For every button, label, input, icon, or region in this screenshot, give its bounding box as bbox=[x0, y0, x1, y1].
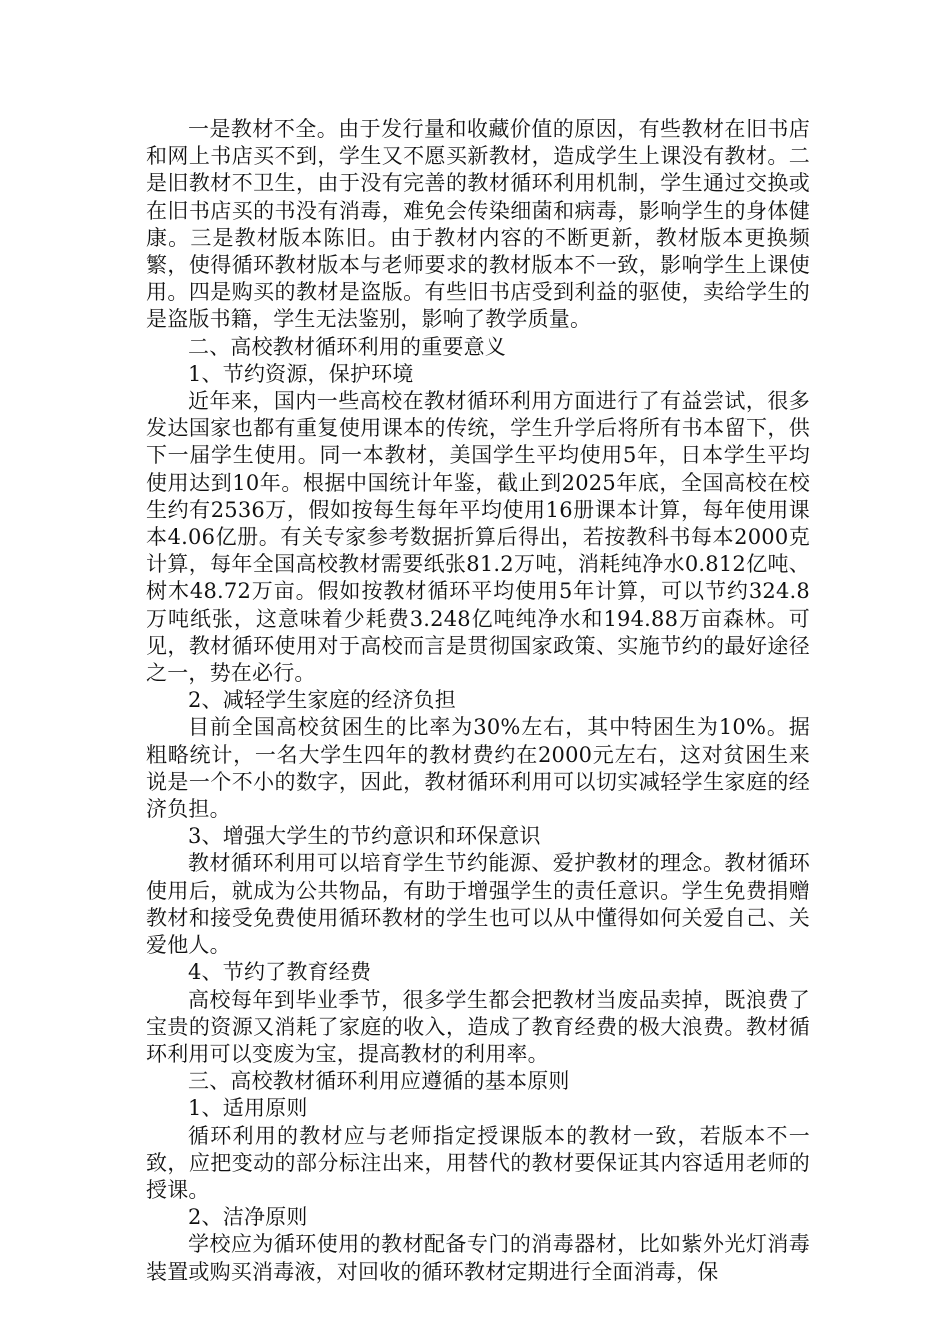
subheading-save-resources: 1、节约资源，保护环境 bbox=[188, 361, 414, 386]
paragraph-save-resources: 近年来，国内一些高校在教材循环利用方面进行了有益尝试，很多发达国家也都有重复使用课本的传统，学生升学后将所有书本留下，供下一届学生使用。同一本教材，美国学生平均使用5年，日本学生平均使用达到10年。根据中国统计年鉴，截止到2025年底，全国高校在校生约有2536万，假如按每生每年平均使用16册课本计算，每年使用课本4.06亿册。有关专家参考数据折算后得出，若按教科书每本2000克计算，每年全国高校教材需要纸张81.2万吨，消耗纯净水0.812亿吨、树木48.72万亩。假如按教材循环平均使用5年计算，可以节约324.8万吨纸张，这意味着少耗费3.248亿吨纯净水和194.88万亩森林。可见，教材循环使用对于高校而言是贯彻国家政策、实施节约的最好途径之一，势在必行。 bbox=[146, 389, 810, 686]
subheading-awareness: 3、增强大学生的节约意识和环保意识 bbox=[188, 824, 541, 849]
paragraph-reduce-burden: 目前全国高校贫困生的比率为30%左右，其中特困生为10%。据粗略统计，一名大学生四年的教材费约在2000元左右，这对贫困生来说是一个不小的数字，因此，教材循环利用可以切实减轻学生家庭的经济负担。 bbox=[146, 715, 810, 822]
section-heading-principles: 三、高校教材循环利用应遵循的基本原则 bbox=[188, 1069, 570, 1094]
paragraph-applicable: 循环利用的教材应与老师指定授课版本的教材一致，若版本不一致，应把变动的部分标注出来，用替代的教材要保证其内容适用老师的授课。 bbox=[146, 1123, 810, 1202]
subheading-clean: 2、洁净原则 bbox=[188, 1205, 308, 1230]
subheading-education-funds: 4、节约了教育经费 bbox=[188, 960, 372, 985]
paragraph-education-funds: 高校每年到毕业季节，很多学生都会把教材当废品卖掉，既浪费了宝贵的资源又消耗了家庭的收入，造成了教育经费的极大浪费。教材循环利用可以变废为宝，提高教材的利用率。 bbox=[146, 987, 810, 1066]
paragraph-problems: 一是教材不全。由于发行量和收藏价值的原因，有些教材在旧书店和网上书店买不到，学生又不愿买新教材，造成学生上课没有教材。二是旧教材不卫生，由于没有完善的教材循环利用机制，学生通过交换或在旧书店买的书没有消毒，难免会传染细菌和病毒，影响学生的身体健康。三是教材版本陈旧。由于教材内容的不断更新，教材版本更换频繁，使得循环教材版本与老师要求的教材版本不一致，影响学生上课使用。四是购买的教材是盗版。有些旧书店受到利益的驱使，卖给学生的是盗版书籍，学生无法鉴别，影响了教学质量。 bbox=[146, 117, 810, 332]
subheading-reduce-burden: 2、减轻学生家庭的经济负担 bbox=[188, 688, 456, 713]
paragraph-clean: 学校应为循环使用的教材配备专门的消毒器材，比如紫外光灯消毒装置或购买消毒液，对回收的循环教材定期进行全面消毒，保 bbox=[146, 1232, 810, 1284]
section-heading-significance: 二、高校教材循环利用的重要意义 bbox=[188, 334, 506, 359]
subheading-applicable: 1、适用原则 bbox=[188, 1096, 308, 1121]
paragraph-awareness: 教材循环利用可以培育学生节约能源、爱护教材的理念。教材循环使用后，就成为公共物品，有助于增强学生的责任意识。学生免费捐赠教材和接受免费使用循环教材的学生也可以从中懂得如何关爱自己、关爱他人。 bbox=[146, 851, 810, 958]
document-body bbox=[146, 116, 810, 1286]
